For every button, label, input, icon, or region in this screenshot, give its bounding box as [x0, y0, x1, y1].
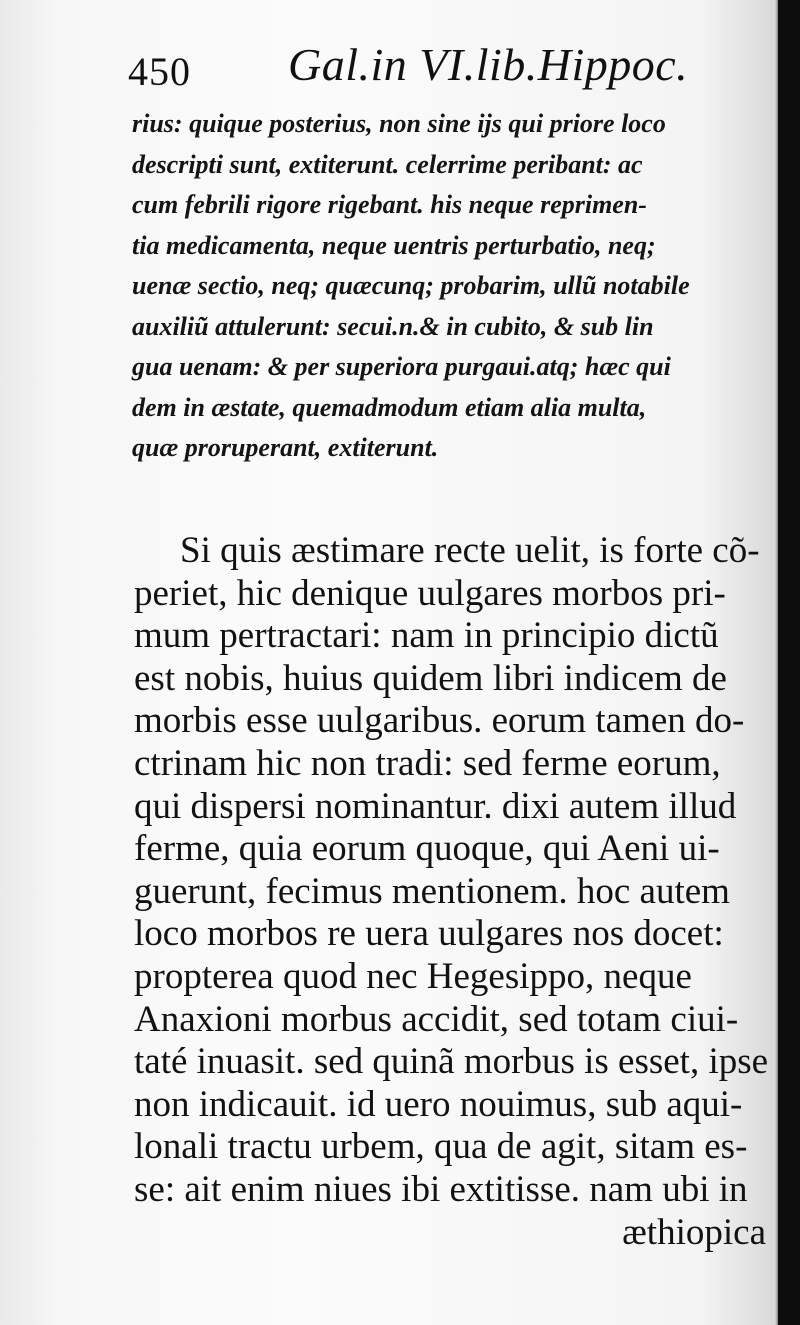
page-number: 450: [128, 49, 191, 94]
italic-line: quæ proruperant, extiterunt.: [132, 433, 439, 462]
italic-line: dem in æstate, quemadmodum etiam alia multa,: [132, 392, 647, 422]
italic-line: gua uenam: & per superiora purgaui.atq; hæc qui: [132, 352, 671, 381]
italic-line: auxiliũ attulerunt: secui.n.& in cubito, & sub lin: [132, 311, 654, 341]
italic-text-block: [132, 104, 772, 469]
roman-text-block: [134, 530, 774, 1254]
roman-line: non indicauit. id uero nouimus, sub aqui-: [134, 1083, 743, 1125]
roman-line: qui dispersi nominantur. dixi autem illud: [134, 785, 737, 827]
roman-line: Si quis æstimare recte uelit, is forte cõ-: [180, 530, 760, 571]
roman-line: ferme, quia eorum quoque, qui Aeni ui-: [134, 828, 720, 870]
italic-line: cum febrili rigore rigebant. his neque reprimen-: [132, 190, 647, 219]
italic-line: descripti sunt, extiterunt. celerrime peribant: ac: [132, 149, 643, 179]
roman-line: Anaxioni morbus accidit, sed totam ciui-: [134, 998, 739, 1040]
running-title: Gal.in VI.lib.Hippoc.: [288, 39, 689, 90]
italic-line: rius: quique posterius, non sine ijs qui priore loco: [132, 109, 666, 138]
page-header: [128, 38, 768, 108]
roman-line: se: ait enim niues ibi extitisse. nam ubi in: [134, 1168, 748, 1210]
roman-line: lonali tractu urbem, qua de agit, sitam es-: [134, 1126, 748, 1168]
roman-line: est nobis, huius quidem libri indicem de: [134, 657, 727, 699]
roman-line: taté inuasit. sed quinã morbus is esset, ipse: [134, 1041, 769, 1083]
roman-line: periet, hic denique uulgares morbos pri-: [134, 572, 726, 614]
roman-line: ctrinam hic non tradi: sed ferme eorum,: [134, 742, 721, 784]
italic-line: tia medicamenta, neque uentris perturbatio, neq;: [132, 230, 656, 260]
roman-line: propterea quod nec Hegesippo, neque: [134, 955, 692, 997]
roman-line: loco morbos re uera uulgares nos docet:: [134, 913, 724, 955]
roman-line: morbis esse uulgaribus. eorum tamen do-: [134, 700, 745, 742]
roman-line: mum pertractari: nam in principio dictũ: [134, 615, 719, 657]
catchword: æthiopica: [622, 1211, 766, 1253]
binding-gutter: [778, 0, 800, 1325]
roman-line: guerunt, fecimus mentionem. hoc autem: [134, 870, 730, 912]
italic-line: uenæ sectio, neq; quæcunq; probarim, ullũ notabile: [132, 271, 690, 300]
